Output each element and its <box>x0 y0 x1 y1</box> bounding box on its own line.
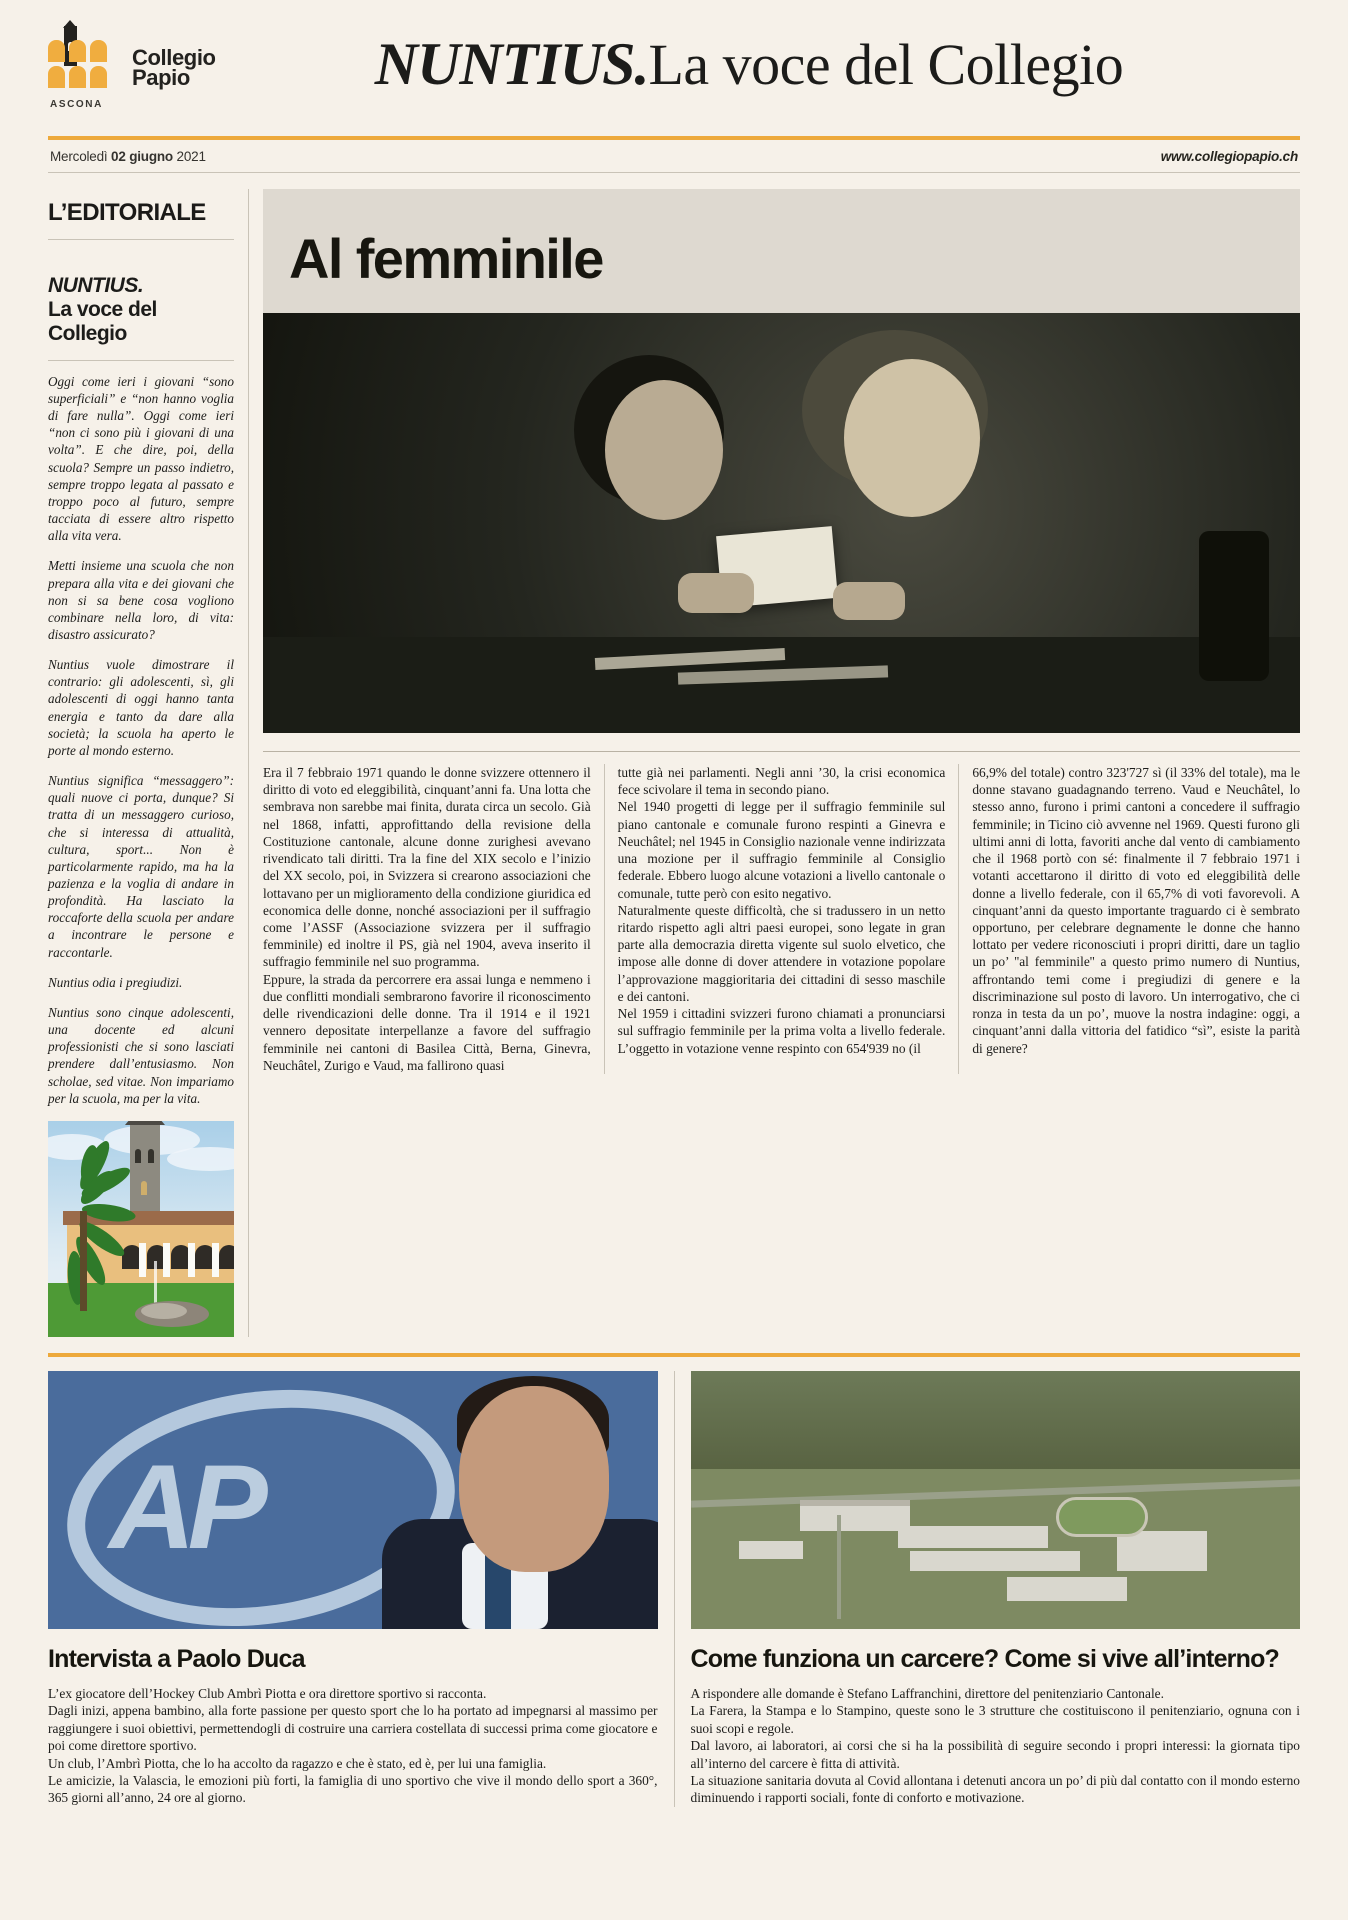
dateline <box>48 140 1300 172</box>
masthead <box>48 0 1300 130</box>
prison-headline: Come funziona un carcere? Come si vive all’interno? <box>690 1644 1280 1673</box>
feature-paragraph: Era il 7 febbraio 1971 quando le donne svizzere ottennero il diritto di voto ed eleggibilità, cinquant’anni fa. Una lotta che sembrava non sarebbe mai finita, durata circa un secolo. Già nel 1868, infatti, approfittando della revisione della Costituzione cantonale, alcune donne zurighesi avevano rivendicato tali diritti. Tra la fine del XIX secolo e l’inizio del XX secolo, poi, in Svizzera si crearono associazioni che lottavano per un miglioramento della condizione giuridica ed economica delle donne, nonché associazioni per il suffragio come l’ASSF (Associazione svizzera per il suffragio femminile) ed inoltre il PS, già nel 1904, aveva inserito il suffragio femminile nel suo programma. <box>263 765 591 970</box>
feature-body <box>263 764 1300 1074</box>
editorial-paragraph: Nuntius vuole dimostrare il contrario: gli adolescenti, sì, gli adolescenti di oggi hanno tanta energia e tanto da dare alla società; la scuola ha aperto le porte al mondo esterno. <box>48 657 234 758</box>
interview-body <box>48 1685 658 1807</box>
feature-headline-band <box>263 189 1300 313</box>
nameplate-subtitle: La voce del Collegio <box>648 32 1124 97</box>
feature-text-column-1 <box>263 764 604 1074</box>
date-weekday: Mercoledì <box>50 149 112 164</box>
prison-body <box>691 1685 1301 1807</box>
nameplate <box>208 26 1300 99</box>
nameplate-title: NUNTIUS. <box>374 31 649 97</box>
paolo-duca-photo: AP <box>48 1371 658 1629</box>
feature-column <box>248 189 1300 1337</box>
feature-text-column-2 <box>604 764 959 1074</box>
feature-text-column-3 <box>958 764 1300 1074</box>
feature-paragraph: Nel 1959 i cittadini svizzeri furono chiamati a pronunciarsi sul suffragio femminile per la prima volta a livello federale. L’oggetto in votazione venne respinto con 654'939 no (il <box>617 1006 946 1056</box>
feature-paragraph: Eppure, la strada da percorrere era assai lunga e nemmeno i due conflitti mondiali sembrarono favorire il riconoscimento delle rivendicazioni delle donne. Tra il 1914 e il 1921 vennero depositate interpellanze a favore del suffragio femminile nei cantoni di Basilea Città, Berna, Ginevra, Neuchâtel, Zurigo e Vaud, ma fallirono quasi <box>263 971 591 1073</box>
editorial-title-italic: NUNTIUS. <box>48 274 144 297</box>
website-url[interactable]: www.collegiopapio.ch <box>1160 149 1298 164</box>
courtyard-photo <box>48 1121 234 1337</box>
feature-paragraph: Nel 1940 progetti di legge per il suffragio femminile sul piano cantonale e comunale furono respinti a Ginevra e Neuchâtel; nel 1945 in Consiglio nazionale venne indirizzata una mozione per il suffragio femminile al Consiglio federale. Ebbero luogo alcune votazioni a livello cantonale o comunale, tutte però con esito negativo. <box>617 799 946 901</box>
editorial-paragraph: Nuntius odia i pregiudizi. <box>48 974 183 990</box>
bottom-section-rule <box>48 1353 1300 1357</box>
editorial-paragraph: Nuntius significa “messaggero”: quali nuove ci porta, dunque? Si tratta di un messaggero curioso, che si interessa di attualità, cultura, sport... Non è particolarmente rapido, ma ha la pazienza e la voglia di andare in profondità. Ha lasciato la roccaforte della scuola per andare a incontrare le persone e raccontarle. <box>48 773 234 960</box>
prison-paragraph: La situazione sanitaria dovuta al Covid allontana i detenuti ancora un po’ di più dal contatto con il mondo esterno diminuendo i rapporti sociali, fonte di conforto e motivazione. <box>690 1773 1300 1806</box>
editorial-kicker-rule <box>48 239 234 240</box>
dateline-rule <box>48 172 1300 173</box>
editorial-rule <box>48 360 234 361</box>
publication-date <box>50 149 206 164</box>
interview-teaser[interactable] <box>48 1371 674 1807</box>
logo-city-label: ASCONA <box>50 99 103 110</box>
logo-line-1: Collegio <box>132 44 216 70</box>
interview-paragraph: Le amicizie, la Valascia, le emozioni più forti, la famiglia di uno sportivo che vive il mondo dello sport a 360°, 365 giorni all’anno, 24 ore al giorno. <box>48 1773 658 1806</box>
banana-plant <box>52 1171 170 1321</box>
tower-arches-icon <box>48 26 126 88</box>
editorial-body <box>48 373 234 1107</box>
editorial-paragraph: Metti insieme una scuola che non prepara alla vita e dei giovani che non si sa bene cosa vogliono combinare nella loro, di vita: disastro assicurato? <box>48 558 234 642</box>
prison-paragraph: La Farera, la Stampa e lo Stampino, queste sono le 3 strutture che costituiscono il penitenziario, ognuna con i suoi scopi e regole. <box>690 1703 1300 1736</box>
interview-paragraph: Dagli inizi, appena bambino, alla forte passione per questo sport che lo ha portato ad impegnarsi al massimo per raggiungere i suoi obiettivi, permettendogli di costruire una carriera costellata di successi prima come giocatore e poi come direttore sportivo. <box>48 1703 658 1754</box>
date-day-month: 02 giugno <box>111 149 173 164</box>
penitentiary-aerial-photo <box>691 1371 1301 1629</box>
interview-paragraph: Un club, l’Ambrì Piotta, che lo ha accolto da ragazzo e che è stato, ed è, per lui una famiglia. <box>48 1755 547 1771</box>
feature-paragraph: Naturalmente queste difficoltà, che si tradussero in un netto ritardo rispetto agli altri paesi europei, sono legate in gran parte alla democrazia diretta vigente sul suolo elvetico, che impose alle donne di dover attendere in votazione popolare l’approvazione maggioritaria dei cittadini di sesso maschile e dei cantoni. <box>617 902 946 1004</box>
date-year: 2021 <box>172 149 206 164</box>
editorial-title-bold: La voce del Collegio <box>48 297 157 345</box>
bottom-section <box>48 1371 1300 1807</box>
main-content <box>48 189 1300 1337</box>
feature-paragraph: tutte già nei parlamenti. Negli anni ’30, la crisi economica fece scivolare il tema in secondo piano. <box>617 765 946 798</box>
prison-paragraph: A rispondere alle domande è Stefano Laffranchini, direttore del penitenziario Cantonale. <box>690 1685 1164 1701</box>
interview-paragraph: L’ex giocatore dell’Hockey Club Ambrì Piotta e ora direttore sportivo si racconta. <box>48 1685 487 1701</box>
interview-headline: Intervista a Paolo Duca <box>48 1644 305 1673</box>
prison-paragraph: Dal lavoro, ai laboratori, ai corsi che si ha la possibilità di seguire secondo i propri interessi: la giornata tipo all’interno del carcere è fitta di attività. <box>690 1738 1300 1771</box>
logo-line-2: Papio <box>132 64 190 90</box>
prison-teaser[interactable] <box>674 1371 1301 1807</box>
editorial-column <box>48 189 248 1337</box>
feature-headline: Al femminile <box>289 227 603 290</box>
feature-body-rule <box>263 751 1300 752</box>
collegio-papio-logo[interactable] <box>48 26 216 110</box>
editorial-kicker: L’EDITORIALE <box>48 199 206 226</box>
feature-photo <box>263 313 1300 733</box>
editorial-paragraph: Nuntius sono cinque adolescenti, una docente ed alcuni professionisti che si sono lasciati prendere dall’entusiasmo. Non scholae, sed vitae. Non impariamo per la scuola, ma per la vita. <box>48 1004 234 1106</box>
editorial-paragraph: Oggi come ieri i giovani “sono superficiali” e “non hanno voglia di fare nulla”. Oggi come ieri “non ci sono più i giovani di una volta”. E che dire, poi, della scuola? Sempre un passo indietro, sempre troppo legata al passato e troppo poco al futuro, sempre tacciata di essere altro rispetto alla vita vera. <box>48 373 234 544</box>
feature-paragraph: 66,9% del totale) contro 323'727 sì (il 33% del totale), ma le donne stavano guadagnando terreno. Vaud e Neuchâtel, lo stesso anno, furono i primi cantoni a concedere il suffragio femminile; in Ticino ciò avvenne nel 1969. Questi furono gli ultimi anni di lotta, favoriti anche dal vento di cambiamento che il 1968 portò con sé: finalmente il 7 febbraio 1971 i votanti accettarono il diritto di voto ed eleggibilità delle donne a livello federale, con il 65,7% di voti favorevoli. A cinquant’anni da questo importante traguardo ci è sembrato opportuno, per celebrare degnamente le donne che hanno lottato per vedere riconosciuti i propri diritti, dare un taglio un po’ ''al femminile'' a questo primo numero di Nuntius, affrontando temi come i pregiudizi di genere e la discriminazione sul posto di lavoro. Un interrogativo, che ci ronza in testa da un po’, muove la nostra indagine: oggi, a cinquant’anni dalla vittoria del fatidico “sì”, esiste la parità di genere? <box>972 765 1301 1056</box>
